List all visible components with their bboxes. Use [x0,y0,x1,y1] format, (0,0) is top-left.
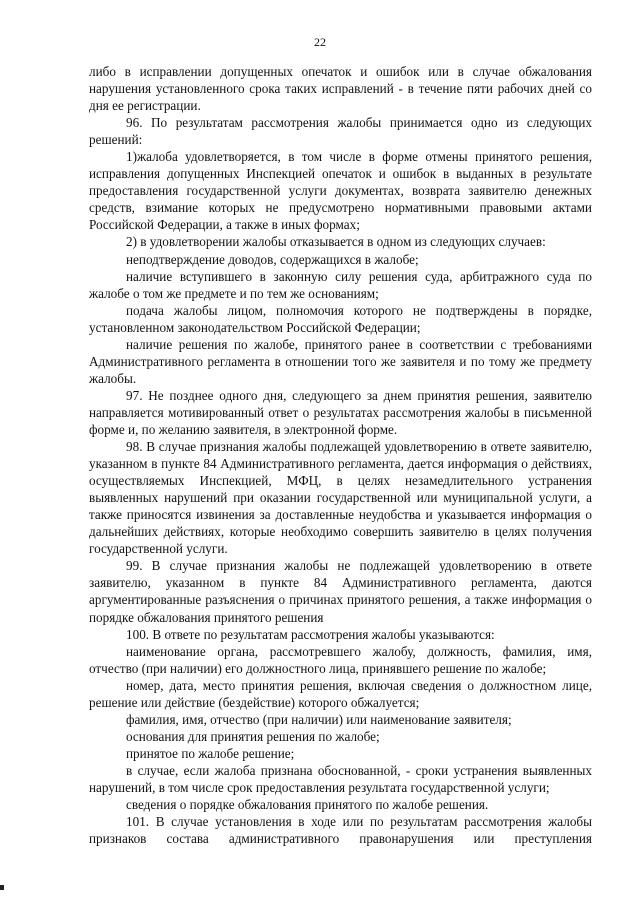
scan-artifact [0,885,4,890]
paragraph-answer-field-3: фамилия, имя, отчество (при наличии) или наименование заявителя; [126,711,512,727]
paragraph-case-4: наличие решения по жалобе, принятого ранее в соответствии с требованиями Административного регламента в отношении того же заявителя и по тому же предмету жалобы. [89,336,592,386]
paragraph-answer-field-2: номер, дата, место принятия решения, включая сведения о должностном лице, решение или действие (бездействие) которого обжалуется; [89,677,592,710]
paragraph-answer-field-4: основания для принятия решения по жалобе; [126,728,380,744]
paragraph-answer-field-1: наименование органа, рассмотревшего жалобу, должность, фамилия, имя, отчество (при наличии) его должностного лица, принявшего решение по жалобе; [89,643,592,676]
paragraph-continuation: либо в исправлении допущенных опечаток и ошибок или в случае обжалования нарушения установленного срока таких исправлений - в течение пяти рабочих дней со дня ее регистрации. [89,64,592,114]
document-body [89,63,592,847]
paragraph-case-2: наличие вступившего в законную силу решения суда, арбитражного суда по жалобе о том же предмете и по тем же основаниям; [89,268,592,301]
paragraph-answer-field-7: сведения о порядке обжалования принятого по жалобе решения. [126,797,489,813]
paragraph-item-96: 96. По результатам рассмотрения жалобы принимается одно из следующих решений: [89,115,592,148]
paragraph-subitem-1: 1)жалоба удовлетворяется, в том числе в форме отмены принятого решения, исправления допущенных Инспекцией опечаток и ошибок в выданных в результате предоставления государственной услуги документах, возврата заявителю денежных средств, взимание которых не предусмотрено нормативными правовыми актами Российской Федерации, а также в иных формах; [89,149,592,233]
paragraph-case-1: неподтверждение доводов, содержащихся в жалобе; [126,251,419,267]
paragraph-item-100: 100. В ответе по результатам рассмотрения жалобы указываются: [126,626,495,642]
paragraph-subitem-2: 2) в удовлетворении жалобы отказывается в одном из следующих случаев: [126,234,546,250]
page-number: 22 [314,35,326,49]
paragraph-item-97: 97. Не позднее одного дня, следующего за днем принятия решения, заявителю направляется мотивированный ответ о результатах рассмотрения жалобы в письменной форме и, по желанию заявителя, в электронной форме. [89,387,592,437]
paragraph-answer-field-5: принятое по жалобе решение; [126,745,295,761]
paragraph-item-99: 99. В случае признания жалобы не подлежащей удовлетворению в ответе заявителю, указанном в пункте 84 Административного регламента, даются аргументированные разъяснения о причинах принятого решения, а также информация о порядке обжалования принятого решения [89,558,592,625]
paragraph-answer-field-6: в случае, если жалоба признана обоснованной, - сроки устранения выявленных нарушений, в том числе срок предоставления результата государственной услуги; [89,762,592,795]
paragraph-item-98: 98. В случае признания жалобы подлежащей удовлетворению в ответе заявителю, указанном в пункте 84 Административного регламента, дается информация о действиях, осуществляемых Инспекцией, МФЦ, в целях незамедлительного устранения выявленных нарушений при оказании государственной или муниципальной услуги, а также приносятся извинения за доставленные неудобства и указывается информация о дальнейших действиях, которые необходимо совершить заявителю в целях получения государственной услуги. [89,439,592,557]
paragraph-case-3: подача жалобы лицом, полномочия которого не подтверждены в порядке, установленном законодательством Российской Федерации; [89,302,592,335]
paragraph-item-101: 101. В случае установления в ходе или по результатам рассмотрения жалобы признаков состава административного правонарушения или преступления [89,814,592,847]
